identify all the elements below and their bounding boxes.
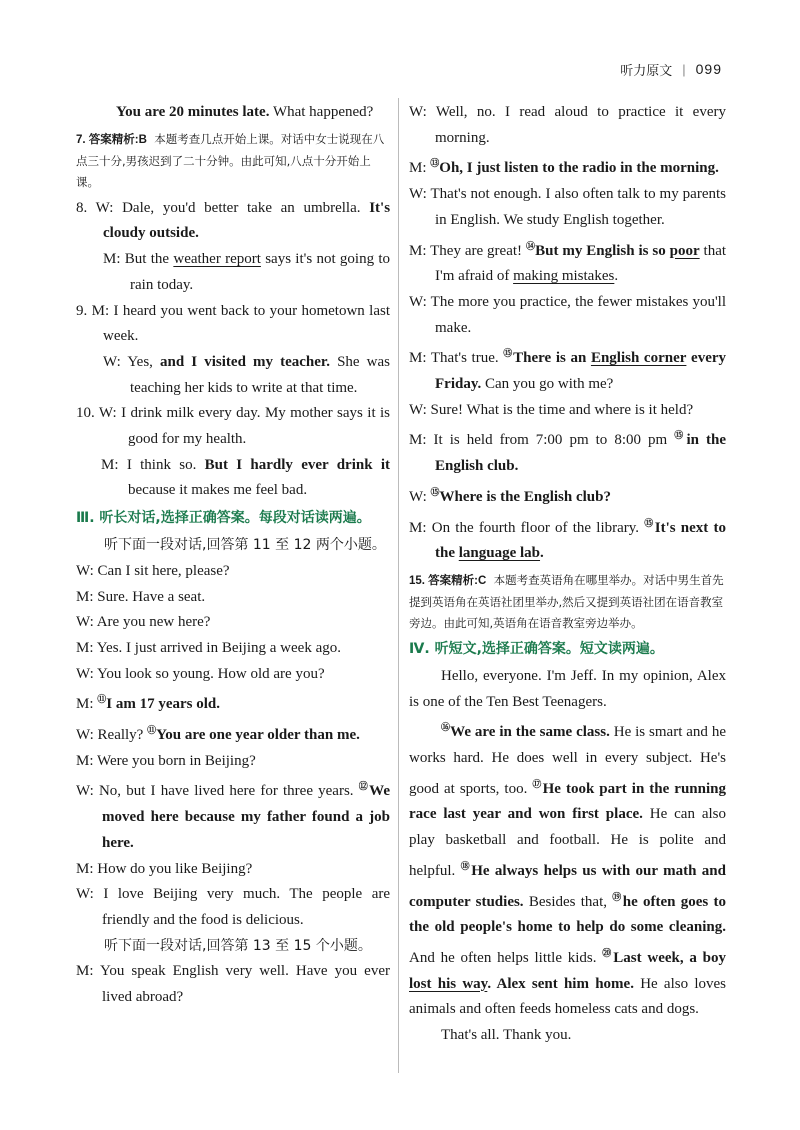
passage-closing: That's all. Thank you. bbox=[441, 1027, 572, 1044]
dialog-line: W: Sure! What is the time and where is it held? bbox=[409, 401, 694, 418]
q9-woman: W: Yes, and I visited my teacher. She was teaching her kids to write at that time. bbox=[103, 353, 391, 396]
intro-13-15: 听下面一段对话,回答第 13 至 15 个小题。 bbox=[104, 937, 372, 954]
passage-paragraph: Hello, everyone. I'm Jeff. In my opinion, Alex is one of the Ten Best Teenagers. bbox=[409, 667, 726, 710]
passage-paragraph: ⑯We are in the same class. He is smart and he works hard. He does well in every subject. He's good at sports, too. ⑰He took part in the running race last year and won first place. He can also play basketball and football. He is polite and helpful. ⑱He always helps us with our math and computer studies. Besides that, ⑲he often goes to the old people's home to help do some cleaning. And he often helps little kids. ⑳Last week, a boy lost his way. Alex sent him home. He also loves animals and often feeds homeless cats and dogs. bbox=[409, 722, 727, 1018]
section-4-heading: Ⅳ. 听短文,选择正确答案。短文读两遍。 bbox=[409, 640, 664, 657]
q8-man: M: But the weather report says it's not going to rain today. bbox=[103, 251, 391, 293]
q9-man: 9. M: I heard you went back to your hometown last week. bbox=[76, 302, 390, 345]
header-separator: | bbox=[682, 61, 686, 77]
dialog-line: W: That's not enough. I also often talk to my parents in English. We study English together. bbox=[409, 186, 726, 228]
dialog-line: W: The more you practice, the fewer mistakes you'll make. bbox=[409, 293, 726, 336]
dialog-line: M: How do you like Beijing? bbox=[76, 860, 253, 877]
dialog-line: W: Are you new here? bbox=[76, 614, 211, 631]
answer-15: 15. 答案精析:C 本题考查英语角在哪里举办。对话中男生首先提到英语角在英语社团里举办,然后又提到英语社团在语音教室旁边。由此可知,英语角在语音教室旁边举办。 bbox=[409, 572, 724, 630]
dialog-line: W: I love Beijing very much. The people are friendly and the food is delicious. bbox=[76, 886, 391, 928]
dialog-line: M: That's true. ⑮There is an English corner every Friday. Can you go with me? bbox=[409, 348, 727, 393]
q10-woman: 10. W: I drink milk every day. My mother says it is good for my health. bbox=[76, 405, 391, 448]
dialog-line: W: ⑮Where is the English club? bbox=[409, 486, 611, 505]
dialog-line: M: It is held from 7:00 pm to 8:00 pm ⑮in the English club. bbox=[409, 430, 727, 475]
dialog-line: M: ⑬Oh, I just listen to the radio in the morning. bbox=[409, 158, 719, 177]
dialog-line: W: Really? ⑪You are one year older than me. bbox=[76, 725, 360, 744]
page-number: 099 bbox=[695, 61, 722, 77]
q8-woman: 8. W: Dale, you'd better take an umbrella. It's cloudy outside. bbox=[76, 199, 391, 242]
dialog-line: W: You look so young. How old are you? bbox=[76, 665, 325, 682]
dialog-line: W: Can I sit here, please? bbox=[76, 562, 230, 579]
section-3-heading: Ⅲ. 听长对话,选择正确答案。每段对话读两遍。 bbox=[76, 510, 371, 527]
dialog-line: M: You speak English very well. Have you ever lived abroad? bbox=[76, 963, 390, 1006]
dialog-line: W: Well, no. I read aloud to practice it every morning. bbox=[409, 104, 726, 146]
right-column bbox=[409, 100, 726, 1049]
line-late: You are 20 minutes late. What happened? bbox=[116, 104, 374, 120]
q10-man: M: I think so. But I hardly ever drink it because it makes me feel bad. bbox=[101, 456, 391, 499]
dialog-line: M: Were you born in Beijing? bbox=[76, 752, 256, 769]
dialog-line: M: On the fourth floor of the library. ⑮It's next to the language lab. bbox=[409, 517, 727, 562]
page-header bbox=[620, 58, 722, 80]
dialog-line: M: ⑪I am 17 years old. bbox=[76, 694, 221, 713]
dialog-line: M: They are great! ⑭But my English is so poor that I'm afraid of making mistakes. bbox=[409, 240, 727, 285]
answer-7: 7. 答案精析:B 本题考查几点开始上课。对话中女士说现在八点三十分,男孩迟到了二十分钟。由此可知,八点十分开始上课。 bbox=[76, 131, 385, 189]
column-divider bbox=[398, 98, 399, 1073]
dialog-line: M: Sure. Have a seat. bbox=[76, 588, 206, 605]
dialog-line: M: Yes. I just arrived in Beijing a week ago. bbox=[76, 639, 341, 656]
intro-11-12: 听下面一段对话,回答第 11 至 12 两个小题。 bbox=[104, 537, 386, 554]
section-title: 听力原文 bbox=[620, 62, 673, 78]
dialog-line: W: No, but I have lived here for three years. ⑫We moved here because my father found a job here. bbox=[76, 781, 390, 851]
left-column bbox=[76, 100, 390, 1011]
